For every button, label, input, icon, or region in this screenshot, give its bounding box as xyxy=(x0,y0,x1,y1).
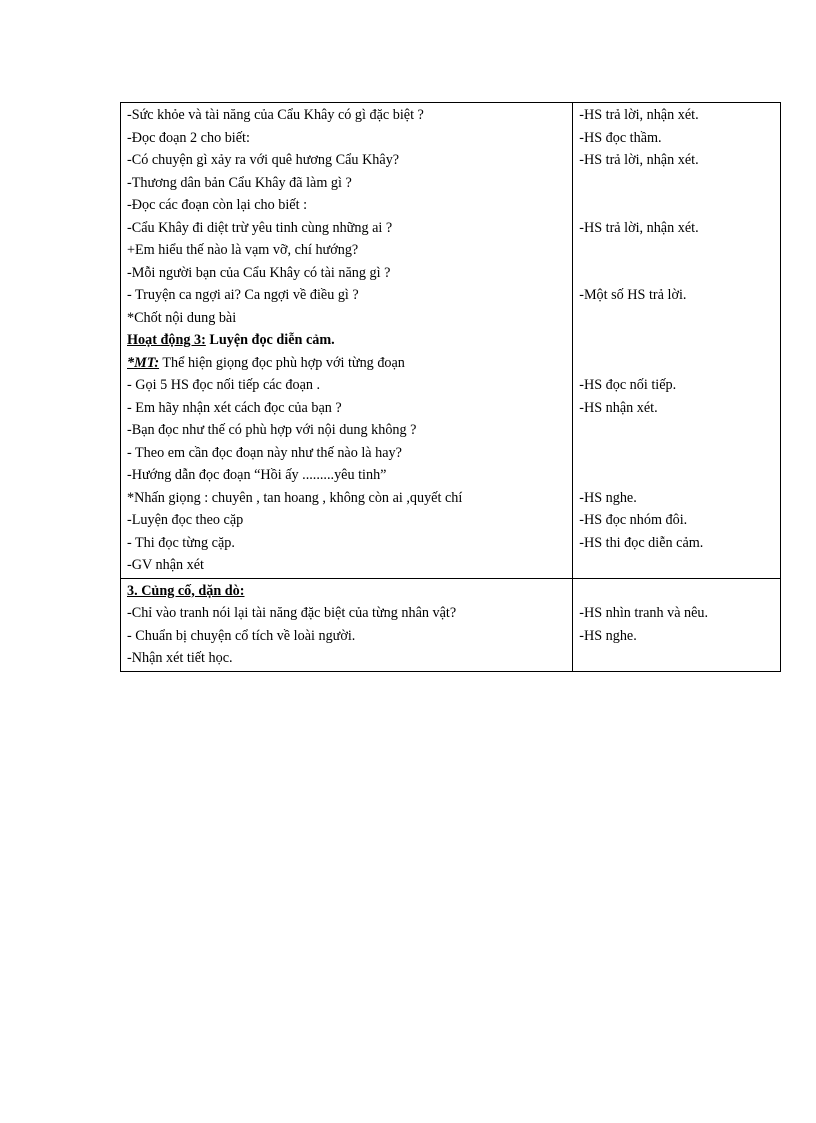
teacher-line: - Em hãy nhận xét cách đọc của bạn ? xyxy=(127,399,342,416)
student-line: -HS nhận xét. xyxy=(579,399,658,416)
student-line xyxy=(579,464,775,487)
student-line xyxy=(579,352,775,375)
teacher-line: -Đọc đoạn 2 cho biết: xyxy=(127,129,250,146)
teacher-line: -Thương dân bản Cẩu Khây đã làm gì ? xyxy=(127,174,352,191)
objective-text: Thể hiện giọng đọc phù hợp với từng đoạn xyxy=(159,354,405,371)
teacher-line: -Hướng dẫn đọc đoạn “Hồi ấy .........yêu tinh” xyxy=(127,467,387,483)
lesson-plan-table xyxy=(120,102,781,672)
student-line: -HS đọc thầm. xyxy=(579,129,662,146)
teacher-line: -Có chuyện gì xảy ra với quê hương Cẩu Khây? xyxy=(127,152,400,168)
teacher-line: -Mỗi người bạn của Cẩu Khây có tài năng gì ? xyxy=(127,264,391,281)
student-line xyxy=(579,329,775,352)
table-row-main xyxy=(121,103,781,579)
teacher-line: -Chỉ vào tranh nói lại tài năng đặc biệt của từng nhân vật? xyxy=(127,605,457,621)
teacher-line: - Thi đọc từng cặp. xyxy=(127,534,235,551)
consolidation-heading: 3. Củng cố, dặn dò: xyxy=(127,582,245,599)
student-line: -Một số HS trả lời. xyxy=(579,287,687,303)
teacher-line: -Nhận xét tiết học. xyxy=(127,650,233,666)
student-line: -HS trả lời, nhận xét. xyxy=(579,219,699,236)
activity3-title: Luyện đọc diễn cảm. xyxy=(205,332,335,348)
student-line: -HS thi đọc diễn cảm. xyxy=(579,534,704,551)
teacher-line: -Luyện đọc theo cặp xyxy=(127,512,244,528)
student-line xyxy=(579,580,775,603)
student-line xyxy=(579,307,775,330)
teacher-line: - Truyện ca ngợi ai? Ca ngợi về điều gì ? xyxy=(127,287,359,303)
teacher-line: - Chuẩn bị chuyện cổ tích về loài người. xyxy=(127,627,356,644)
teacher-line: +Em hiểu thế nào là vạm vỡ, chí hướng? xyxy=(127,242,359,258)
student-line xyxy=(579,262,775,285)
student-line xyxy=(579,194,775,217)
table-row-consolidation xyxy=(121,578,781,671)
teacher-line: - Gọi 5 HS đọc nối tiếp các đoạn . xyxy=(127,377,321,393)
student-line xyxy=(579,419,775,442)
student-line xyxy=(579,554,775,577)
student-line: -HS nghe. xyxy=(579,627,637,644)
student-line: -HS trả lời, nhận xét. xyxy=(579,152,699,168)
teacher-line: - Theo em cần đọc đoạn này như thế nào là hay? xyxy=(127,444,402,461)
teacher-line: *Chốt nội dung bài xyxy=(127,309,237,326)
objective-line xyxy=(127,352,567,375)
student-line xyxy=(579,172,775,195)
student-line: -HS đọc nối tiếp. xyxy=(579,377,677,393)
teacher-line: *Nhấn giọng : chuyên , tan hoang , không còn ai ,quyết chí xyxy=(127,489,463,506)
student-line xyxy=(579,647,775,670)
student-line: -HS nghe. xyxy=(579,489,637,506)
student-line: -HS nhìn tranh và nêu. xyxy=(579,605,709,621)
objective-label: *MT: xyxy=(127,354,160,371)
student-line xyxy=(579,239,775,262)
teacher-line: -Bạn đọc như thế có phù hợp với nội dung không ? xyxy=(127,422,417,438)
student-line: -HS trả lời, nhận xét. xyxy=(579,107,699,123)
teacher-consolidation-cell xyxy=(121,578,573,671)
activity3-heading-line xyxy=(127,329,567,352)
student-line: -HS đọc nhóm đôi. xyxy=(579,512,688,528)
teacher-activities-cell xyxy=(121,103,573,579)
student-line xyxy=(579,442,775,465)
teacher-line: -GV nhận xét xyxy=(127,557,204,573)
student-activities-cell xyxy=(573,103,781,579)
teacher-line: -Cẩu Khây đi diệt trừ yêu tinh cùng những ai ? xyxy=(127,219,393,236)
student-consolidation-cell xyxy=(573,578,781,671)
activity3-heading: Hoạt động 3: xyxy=(127,332,206,348)
teacher-line: -Sức khỏe và tài năng của Cẩu Khây có gì đặc biệt ? xyxy=(127,107,424,123)
teacher-line: -Đọc các đoạn còn lại cho biết : xyxy=(127,197,308,213)
